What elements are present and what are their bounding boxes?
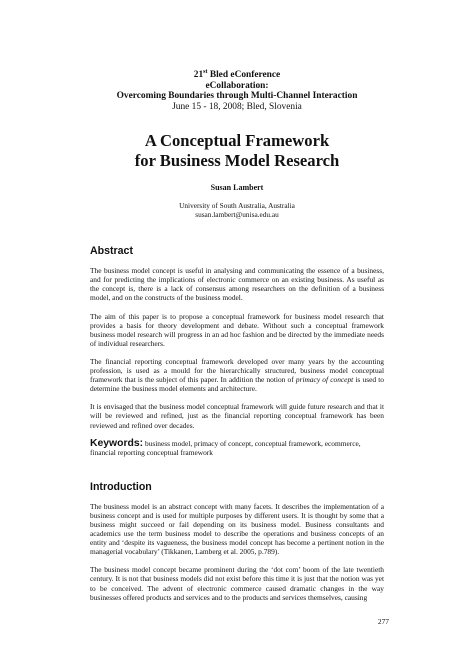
conference-subtitle: Overcoming Boundaries through Multi-Channel Interaction bbox=[116, 91, 358, 101]
conference-header bbox=[90, 0, 384, 112]
conference-dates: June 15 - 18, 2008; Bled, Slovenia bbox=[172, 101, 302, 112]
paper-title-line2: for Business Model Research bbox=[134, 150, 340, 170]
abstract-paragraph-4: It is envisaged that the business model conceptual framework will guide future research and that it will be reviewed and refined, just as the financial reporting conceptual framework has been reviewed and refined over decades. bbox=[90, 402, 384, 430]
author-email: susan.lambert@unisa.edu.au bbox=[195, 209, 279, 219]
keywords-text: business model, primacy of concept, conceptual framework, ecommerce, financial reporting conceptual framework bbox=[90, 438, 361, 457]
abstract-heading: Abstract bbox=[90, 245, 133, 258]
keywords-label: Keywords: bbox=[90, 437, 144, 449]
author-name: Susan Lambert bbox=[210, 183, 264, 192]
abstract-paragraph-1: The business model concept is useful in analysing and communicating the essence of a business, and for predicting the implications of electronic commerce on an existing business. As useful as the concept is, there is a lack of consensus among researchers on the definition of a business model, and on the constructs of the business model. bbox=[90, 266, 384, 303]
page-number: 277 bbox=[377, 617, 389, 626]
keywords-line bbox=[90, 439, 384, 457]
conference-edition: 21st Bled eConference bbox=[193, 68, 281, 80]
introduction-paragraph-2: The business model concept became prominent during the ‘dot com’ boom of the late twentieth century. It is not that business models did not exist before this time it is just that the notion was yet to be conceived. The advent of electronic commerce caused dramatic changes in the way businesses offered products and services and to the products and services themselves, causing bbox=[90, 565, 384, 602]
author-affiliation-block bbox=[90, 202, 384, 219]
author-affiliation: University of South Australia, Australia bbox=[179, 201, 295, 210]
introduction-heading: Introduction bbox=[90, 480, 152, 493]
abstract-paragraph-2: The aim of this paper is to propose a conceptual framework for business model research that provides a basis for theory development and debate. Without such a conceptual framework business model research will progress in an ad hoc fashion and be directed by the immediate needs of individual researchers. bbox=[90, 311, 384, 348]
abstract-paragraph-3: The financial reporting conceptual framework developed over many years by the accounting profession, is used as a mould for the hierarchically structured, business model conceptual framework that is the subject of this paper. In addition the notion of primacy of concept is used to determine the business model elements and architecture. bbox=[90, 356, 384, 394]
paper-title-line1: A Conceptual Framework bbox=[144, 131, 330, 150]
conference-theme: eCollaboration: bbox=[205, 80, 269, 91]
primacy-of-concept-emphasis: primacy of concept bbox=[295, 375, 354, 385]
introduction-paragraph-1: The business model is an abstract concept with many facets. It describes the implementation of a business concept and is used for multiple purposes by different users. It is thought by some that a business might succeed or fail depending on its business model. Business consultants and academics use the term business model to describe the operations and business concepts of an entity and ‘despite its vagueness, the business model concept has become a pertinent notion in the managerial vocabulary’ (Tikkanen, Lamberg et al. 2005, p.789). bbox=[90, 501, 384, 557]
edition-superscript: st bbox=[203, 68, 208, 75]
paper-title bbox=[90, 131, 384, 170]
